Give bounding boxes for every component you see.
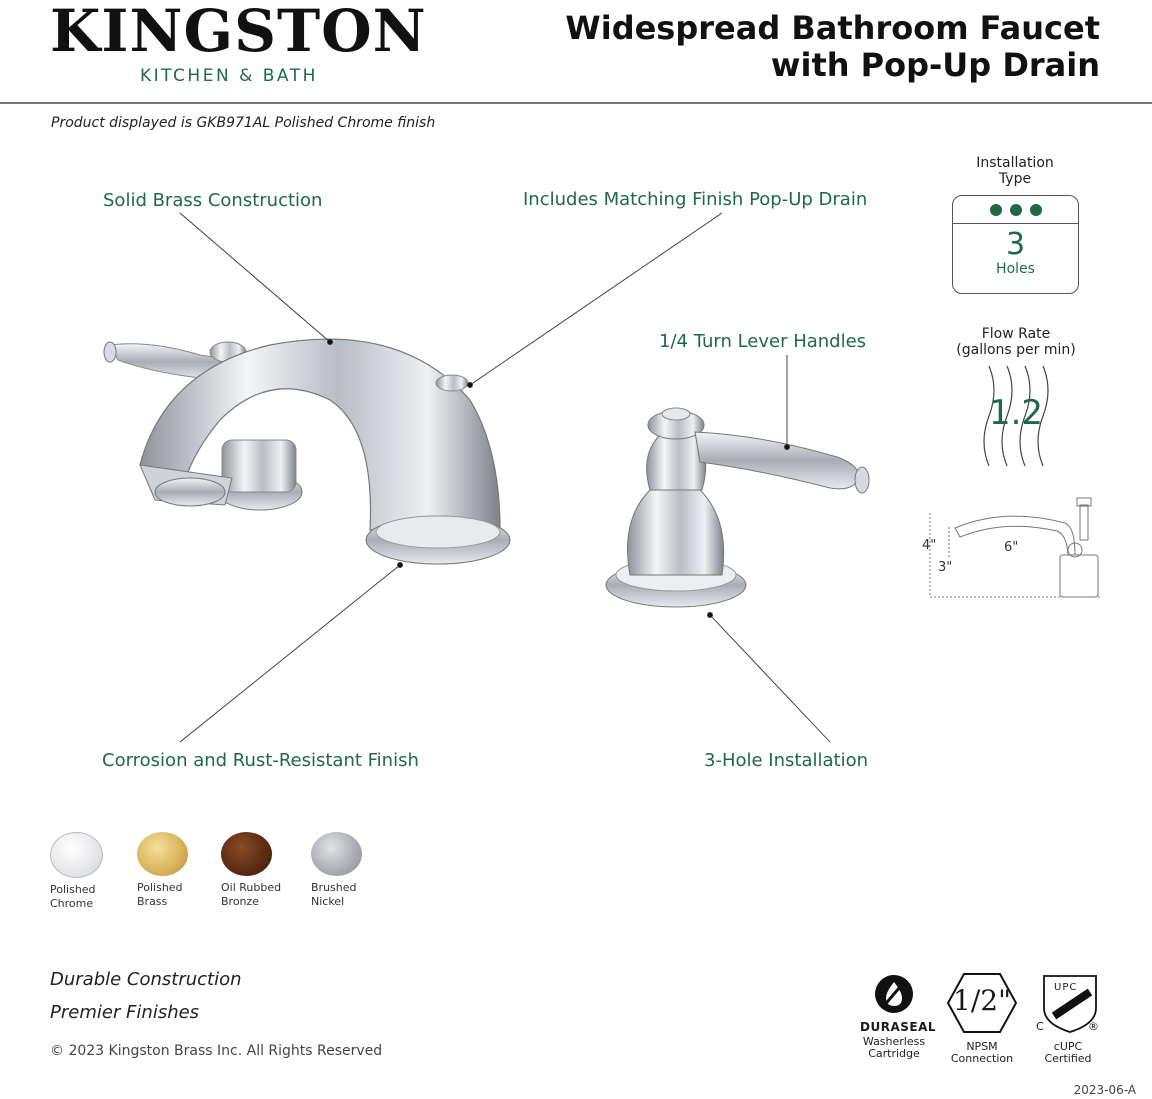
installation-title-line-2: Type [998, 171, 1032, 187]
swatch-label-2: Brass [137, 895, 168, 908]
flow-rate-value: 1.2 [988, 393, 1044, 433]
finish-swatch-chrome [50, 832, 103, 911]
swatch-label-1: Brushed [311, 881, 357, 894]
finish-swatch-brass [137, 832, 188, 909]
swatch-label-2: Chrome [50, 897, 94, 910]
npsm-symbol: 1/2" [953, 984, 1011, 1017]
holes-icon [953, 196, 1078, 224]
flow-rate-title [946, 326, 1086, 358]
dimension-spout: 3" [938, 560, 953, 575]
feature-durable: Durable Construction [50, 969, 242, 990]
dimension-reach: 6" [1004, 540, 1019, 555]
installation-type-title [955, 155, 1075, 187]
swatch-label-1: Polished [50, 883, 96, 896]
duraseal-label-2: Cartridge [868, 1047, 920, 1060]
upc-c: C [1036, 1020, 1044, 1033]
npsm-label-2: Connection [950, 1052, 1014, 1065]
installation-type-box [952, 195, 1079, 294]
upc-mark: UPC [1054, 982, 1078, 993]
brand-logo: KINGSTON [50, 0, 427, 65]
callout-pop-up-drain: Includes Matching Finish Pop-Up Drain [523, 189, 868, 210]
copyright-icon: © [50, 1043, 64, 1059]
upc-label-1: cUPC [1053, 1040, 1083, 1053]
swatch-circle [311, 832, 362, 876]
title-line-2: with Pop-Up Drain [770, 46, 1100, 84]
swatch-label-2: Bronze [221, 895, 260, 908]
installation-title-line-1: Installation [976, 155, 1054, 171]
feature-finishes: Premier Finishes [50, 1002, 200, 1023]
callout-corrosion: Corrosion and Rust-Resistant Finish [102, 750, 419, 771]
copyright [50, 1043, 382, 1059]
brand-subtitle: KITCHEN & BATH [140, 66, 318, 86]
duraseal-icon [860, 972, 928, 1018]
upc-badge [1032, 972, 1104, 1065]
callout-three-hole: 3-Hole Installation [704, 750, 868, 771]
swatch-circle [137, 832, 188, 876]
dimension-height: 4" [922, 538, 937, 553]
npsm-label-1: NPSM [966, 1040, 998, 1053]
upc-label-2: Certified [1044, 1052, 1092, 1065]
upc-registered: ® [1088, 1020, 1099, 1033]
right-handle [606, 408, 869, 607]
title-line-1: Widespread Bathroom Faucet [565, 9, 1100, 47]
flow-title-line-1: Flow Rate [981, 326, 1051, 342]
copyright-text: 2023 Kingston Brass Inc. All Rights Reserved [68, 1043, 383, 1059]
product-note: Product displayed is GKB971AL Polished Chrome finish [51, 115, 436, 131]
holes-number: 3 [1005, 227, 1026, 262]
finish-swatch-nickel [311, 832, 362, 909]
swatch-label-2: Nickel [311, 895, 345, 908]
document-code: 2023-06-A [1073, 1083, 1136, 1097]
flow-title-line-2: (gallons per min) [956, 342, 1076, 358]
duraseal-label-1: Washerless [862, 1035, 926, 1048]
callout-solid-brass: Solid Brass Construction [103, 190, 323, 211]
swatch-label-1: Polished [137, 881, 183, 894]
duraseal-badge [860, 972, 937, 1060]
holes-label: Holes [996, 261, 1035, 277]
npsm-badge [944, 972, 1020, 1065]
swatch-circle [221, 832, 272, 876]
swatch-label-1: Oil Rubbed [221, 881, 282, 894]
swatch-circle [50, 832, 103, 878]
duraseal-mark: DURASEAL [860, 1020, 937, 1034]
finish-swatch-bronze [221, 832, 281, 909]
callout-lever-handles: 1/4 Turn Lever Handles [659, 331, 867, 352]
